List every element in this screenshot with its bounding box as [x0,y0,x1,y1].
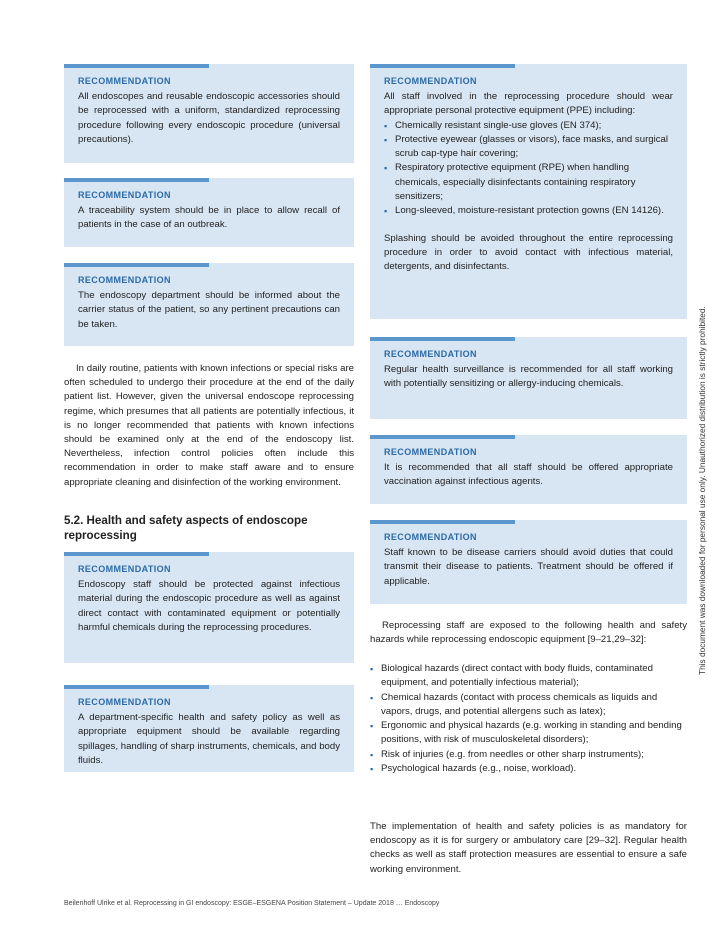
ppe-list [384,119,673,219]
recommendation-heading: RECOMMENDATION [384,76,477,86]
recommendation-text: A traceability system should be in place to allow recall of patients in the case of an outbreak. [78,205,340,231]
hazard-list [370,662,687,776]
recommendation-text: Endoscopy staff should be protected against infectious material during the endoscopic procedure as well as against direct contact with contaminated equipment or potentially harmful chemicals during the reprocessing procedures. [78,579,340,633]
list-item: ▪ Psychological hazards (e.g., noise, workload). [370,762,687,776]
recommendation-heading: RECOMMENDATION [384,447,477,457]
recommendation-box-5 [64,685,354,772]
recommendation-text: Splashing should be avoided throughout the entire reprocessing procedure in order to avoid contact with infectious material, detergents, and disinfectants. [384,232,673,273]
recommendation-heading: RECOMMENDATION [78,697,171,707]
recommendation-text: Staff known to be disease carriers should avoid duties that could transmit their disease to patients. Treatment should be offered if applicable. [384,547,673,587]
recommendation-box-7 [370,337,687,419]
recommendation-heading: RECOMMENDATION [384,532,477,542]
page-footer: Beilenhoff Ulrike et al. Reprocessing in GI endoscopy: ESGE–ESGENA Position Statement – Update 2018 … Endoscopy [64,900,440,907]
body-paragraph-hazards-intro: Reprocessing staff are exposed to the following health and safety hazards while reprocessing endoscopic equipment [9–21,29–32]: [370,620,687,646]
side-notice: This document was downloaded for personal use only. Unauthorized distribution is strictly prohibited. [697,306,707,675]
accent-bar [64,685,209,689]
recommendation-text: The endoscopy department should be informed about the carrier status of the patient, so any pertinent precautions can be taken. [78,290,340,330]
recommendation-box-2 [64,178,354,247]
accent-bar [64,178,209,182]
accent-bar [370,64,515,68]
recommendation-text: It is recommended that all staff should be offered appropriate vaccination against infectious agents. [384,462,673,488]
list-item: ▪ Respiratory protective equipment (RPE) when handling chemicals, especially disinfectants containing respiratory sensitizers; [384,161,673,204]
section-heading: 5.2. Health and safety aspects of endoscope reprocessing [64,514,308,542]
recommendation-box-1 [64,64,354,163]
recommendation-text: A department-specific health and safety policy as well as appropriate equipment should be available regarding spillages, handling of sharp instruments, chemicals, and body fluids. [78,712,340,766]
list-item: ▪ Protective eyewear (glasses or visors), face masks, and surgical scrub cap-type hair covering; [384,133,673,162]
body-paragraph-implementation: The implementation of health and safety policies is as mandatory for endoscopy as it is for surgery or ambulatory care [29–32]. Regular health checks as well as staff protection measures are essential to ensure a safe working environment. [370,821,687,875]
accent-bar [370,520,515,524]
list-item: ▪ Long-sleeved, moisture-resistant protection gowns (EN 14126). [384,204,673,218]
recommendation-text: All staff involved in the reprocessing procedure should wear appropriate personal protective equipment (PPE) including: [384,91,673,117]
accent-bar [64,552,209,556]
recommendation-heading: RECOMMENDATION [384,349,477,359]
list-item: ▪ Risk of injuries (e.g. from needles or other sharp instruments); [370,748,687,762]
recommendation-box-4 [64,552,354,663]
recommendation-heading: RECOMMENDATION [78,190,171,200]
recommendation-box-3 [64,263,354,346]
recommendation-box-9 [370,520,687,604]
recommendation-box-ppe [370,64,687,319]
accent-bar [370,337,515,341]
recommendation-box-8 [370,435,687,504]
list-item: ▪ Chemically resistant single-use gloves (EN 374); [384,119,673,133]
recommendation-heading: RECOMMENDATION [78,564,171,574]
recommendation-text: Regular health surveillance is recommended for all staff working with potentially sensitizing or allergy-inducing chemicals. [384,364,673,390]
accent-bar [64,263,209,267]
accent-bar [64,64,209,68]
recommendation-text: All endoscopes and reusable endoscopic accessories should be reprocessed with a uniform, standardized reprocessing procedure following every endoscopic procedure (universal precautions). [78,91,340,145]
recommendation-heading: RECOMMENDATION [78,275,171,285]
list-item: ▪ Ergonomic and physical hazards (e.g. working in standing and bending positions, with risk of musculoskeletal disorders); [370,719,687,748]
list-item: ▪ Biological hazards (direct contact with body fluids, contaminated equipment, and potentially infectious material); [370,662,687,691]
body-paragraph-routine: In daily routine, patients with known infections or special risks are often scheduled to undergo their procedure at the end of the daily patient list. However, given the universal endoscope reprocessing regime, which presumes that all patients are potentially infectious, it is no longer recommended that patients with known infections should be examined only at the end of the endoscopy list. Nevertheless, infection control policies often include this recommendation in order to make staff aware and to ensure appropriate cleaning and disinfection of the working environment. [64,363,354,488]
accent-bar [370,435,515,439]
list-item: ▪ Chemical hazards (contact with process chemicals as liquids and vapors, drugs, and potential allergens such as latex); [370,691,687,720]
recommendation-heading: RECOMMENDATION [78,76,171,86]
